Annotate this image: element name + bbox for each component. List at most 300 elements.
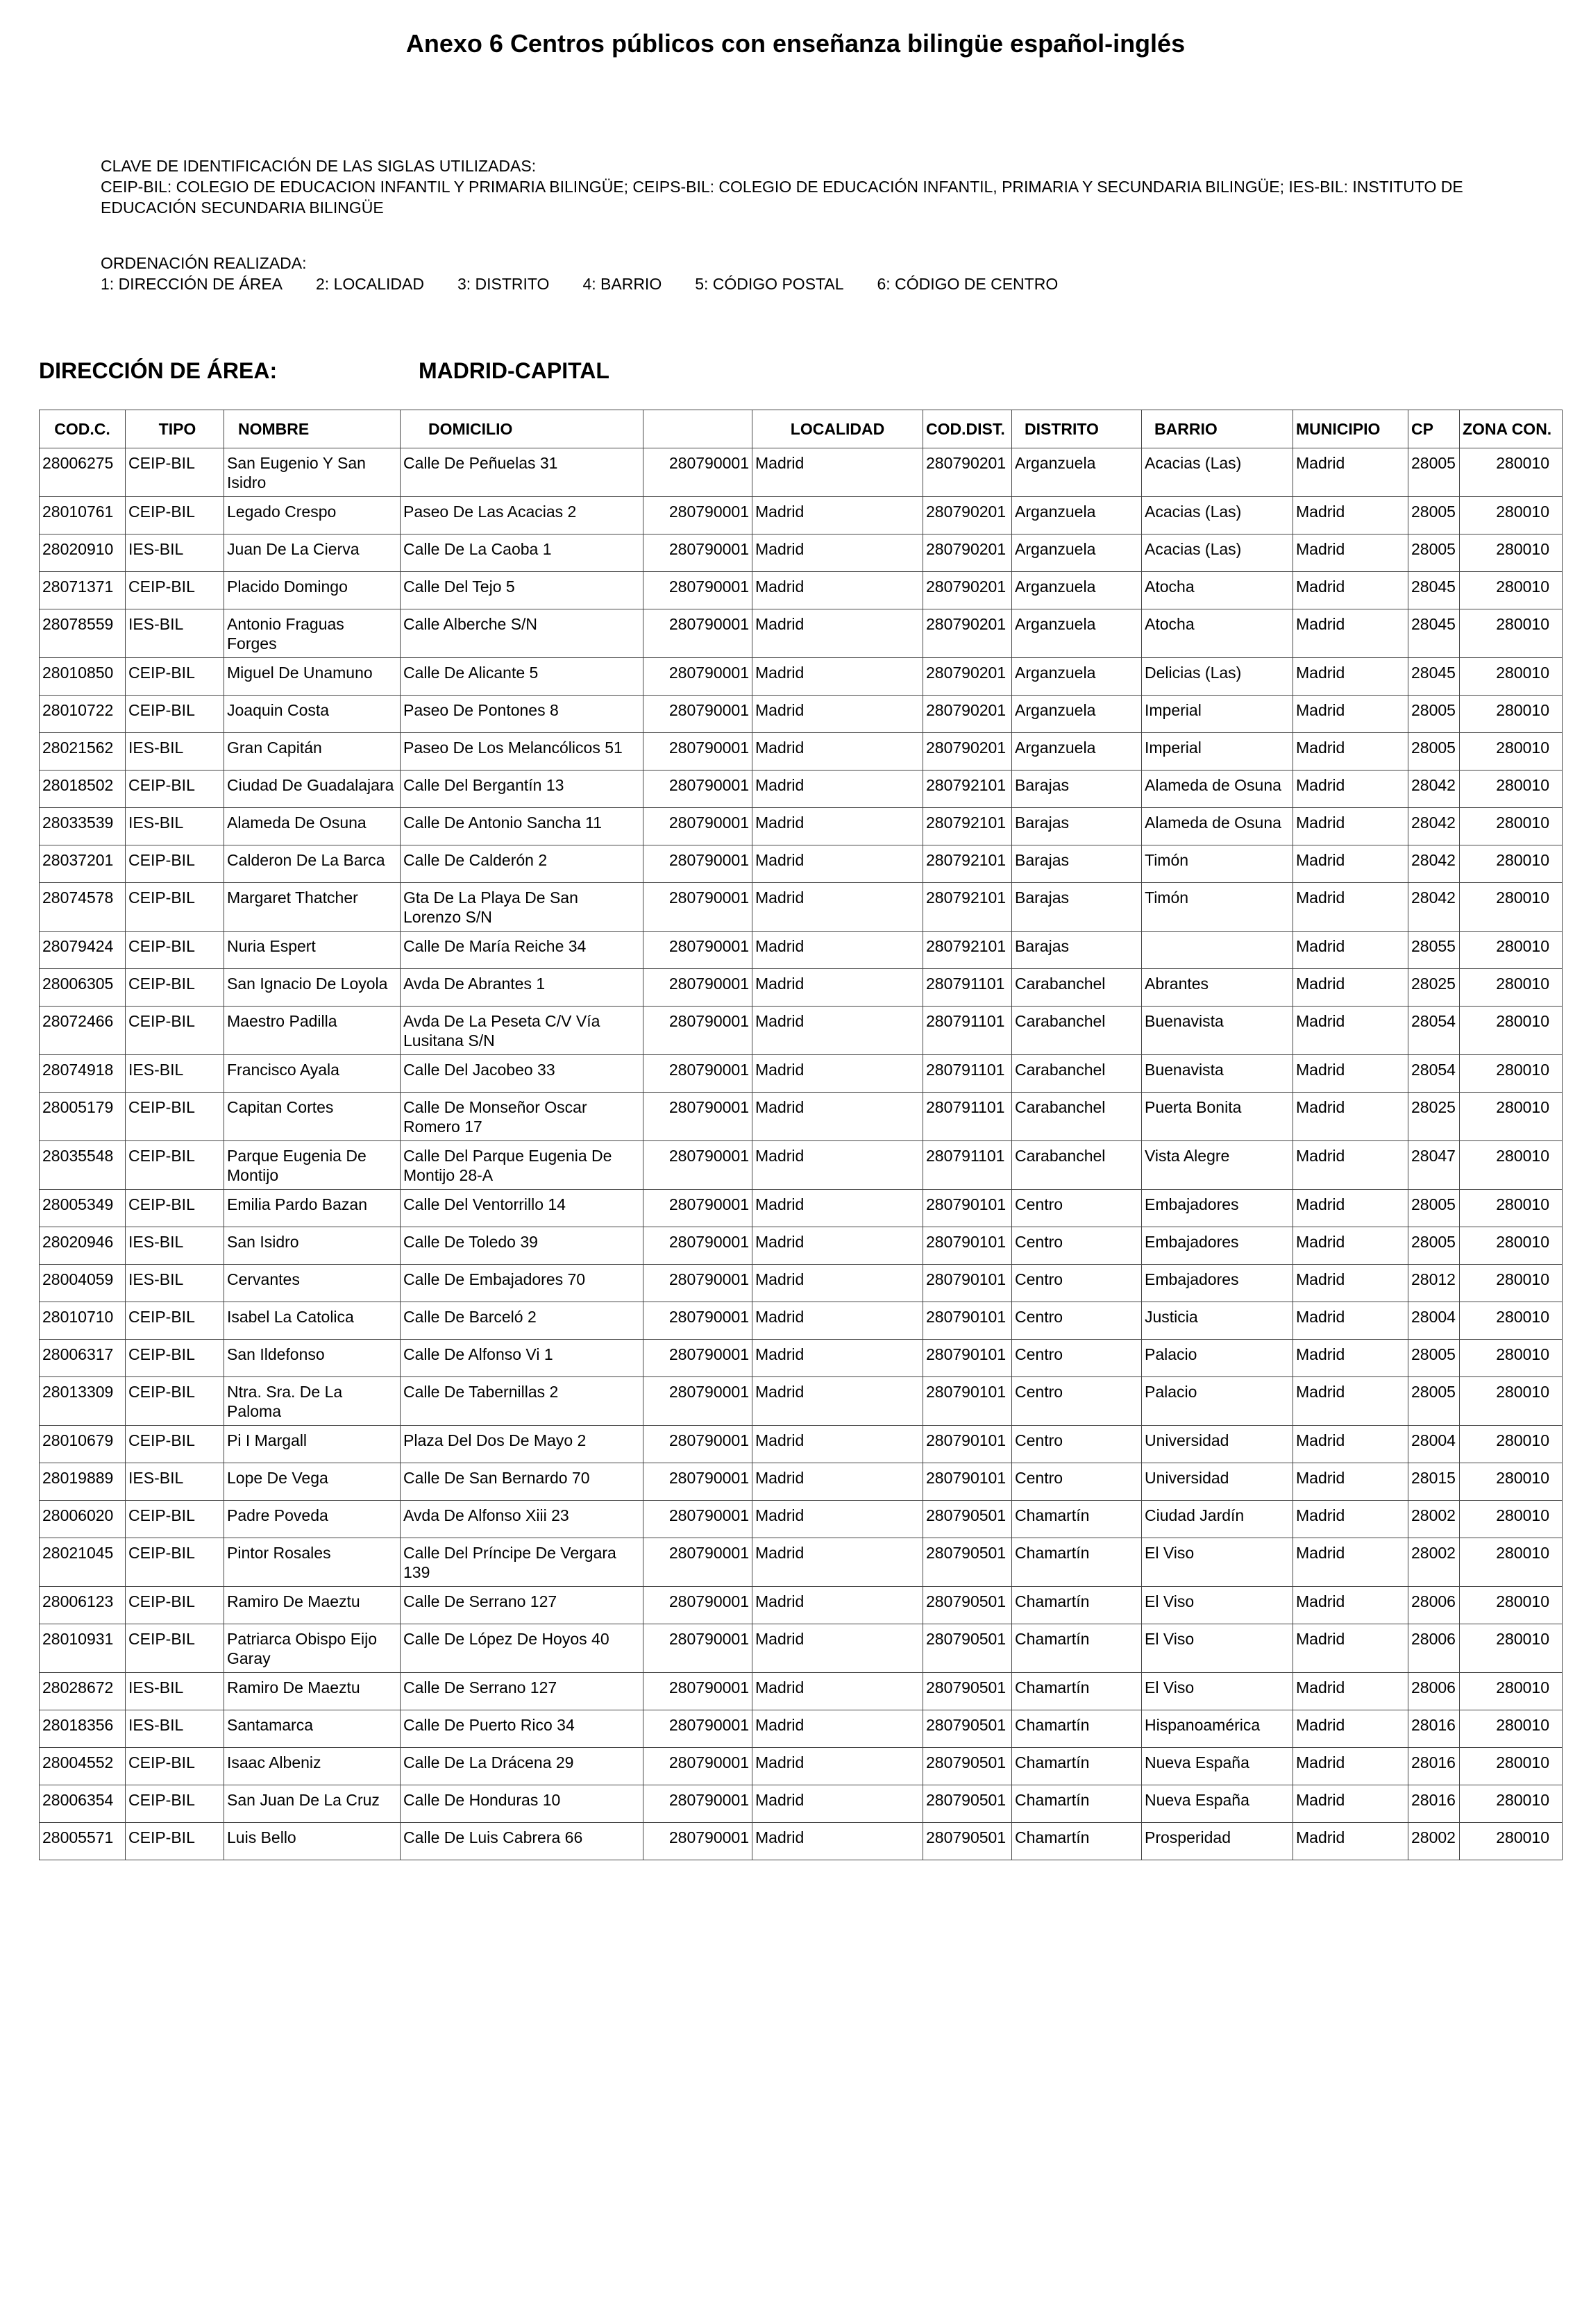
cell-cod-loc: 280790001 (643, 1055, 752, 1093)
cell-cod-loc: 280790001 (643, 448, 752, 497)
cell-cod-c: 28072466 (40, 1007, 126, 1055)
cell-barrio: Timón (1142, 845, 1293, 883)
cell-barrio: Abrantes (1142, 969, 1293, 1007)
cell-cod-loc: 280790001 (643, 845, 752, 883)
cell-barrio: Justicia (1142, 1302, 1293, 1340)
cell-distrito: Chamartín (1012, 1673, 1142, 1710)
table-row (40, 932, 1563, 969)
cell-localidad: Madrid (752, 1624, 923, 1673)
cell-zona-con: 280010 (1460, 771, 1563, 808)
cell-localidad: Madrid (752, 1501, 923, 1538)
cell-cod-loc: 280790001 (643, 1587, 752, 1624)
cell-cp: 28016 (1408, 1748, 1460, 1785)
cell-tipo: CEIP-BIL (126, 1007, 224, 1055)
cell-tipo: IES-BIL (126, 1055, 224, 1093)
cell-cp: 28005 (1408, 1190, 1460, 1227)
cell-barrio: Hispanoamérica (1142, 1710, 1293, 1748)
cell-cod-c: 28013309 (40, 1377, 126, 1426)
ordering (101, 253, 1091, 294)
cell-cod-loc: 280790001 (643, 1823, 752, 1860)
cell-cod-loc: 280790001 (643, 1538, 752, 1587)
cell-nombre: Ramiro De Maeztu (224, 1587, 401, 1624)
cell-cod-loc: 280790001 (643, 1141, 752, 1190)
ordering-item: 5: CÓDIGO POSTAL (695, 275, 844, 293)
cell-municipio: Madrid (1293, 497, 1408, 534)
cell-cp: 28047 (1408, 1141, 1460, 1190)
cell-barrio: Embajadores (1142, 1227, 1293, 1265)
cell-distrito: Arganzuela (1012, 733, 1142, 771)
cell-cod-c: 28035548 (40, 1141, 126, 1190)
cell-localidad: Madrid (752, 1377, 923, 1426)
cell-cod-loc: 280790001 (643, 1377, 752, 1426)
cell-cod-loc: 280790001 (643, 497, 752, 534)
cell-tipo: CEIP-BIL (126, 1624, 224, 1673)
cell-cod-loc: 280790001 (643, 1748, 752, 1785)
cell-municipio: Madrid (1293, 1785, 1408, 1823)
cell-domicilio: Gta De La Playa De San Lorenzo S/N (401, 883, 643, 932)
cell-domicilio: Calle De Serrano 127 (401, 1587, 643, 1624)
cell-localidad: Madrid (752, 1710, 923, 1748)
cell-localidad: Madrid (752, 534, 923, 572)
cell-cod-c: 28010710 (40, 1302, 126, 1340)
cell-cod-c: 28074918 (40, 1055, 126, 1093)
cell-domicilio: Calle De Peñuelas 31 (401, 448, 643, 497)
header-col-nombre: NOMBRE (224, 410, 401, 448)
cell-localidad: Madrid (752, 845, 923, 883)
cell-zona-con: 280010 (1460, 1624, 1563, 1673)
cell-distrito: Chamartín (1012, 1538, 1142, 1587)
cell-municipio: Madrid (1293, 808, 1408, 845)
cell-cod-loc: 280790001 (643, 1302, 752, 1340)
cell-cp: 28042 (1408, 845, 1460, 883)
centers-table (39, 410, 1563, 1860)
cell-cod-dist: 280790501 (923, 1785, 1012, 1823)
cell-domicilio: Calle De La Caoba 1 (401, 534, 643, 572)
cell-localidad: Madrid (752, 771, 923, 808)
cell-zona-con: 280010 (1460, 696, 1563, 733)
cell-localidad: Madrid (752, 658, 923, 696)
cell-tipo: CEIP-BIL (126, 1785, 224, 1823)
cell-cod-dist: 280790101 (923, 1302, 1012, 1340)
cell-barrio: Alameda de Osuna (1142, 771, 1293, 808)
cell-localidad: Madrid (752, 1302, 923, 1340)
cell-cod-loc: 280790001 (643, 1785, 752, 1823)
cell-barrio: El Viso (1142, 1587, 1293, 1624)
cell-tipo: CEIP-BIL (126, 883, 224, 932)
cell-municipio: Madrid (1293, 1426, 1408, 1463)
cell-localidad: Madrid (752, 969, 923, 1007)
table-row (40, 1055, 1563, 1093)
cell-barrio: Embajadores (1142, 1190, 1293, 1227)
cell-cod-dist: 280790501 (923, 1673, 1012, 1710)
cell-cod-dist: 280791101 (923, 1141, 1012, 1190)
cell-nombre: Antonio Fraguas Forges (224, 609, 401, 658)
cell-municipio: Madrid (1293, 1190, 1408, 1227)
cell-nombre: Cervantes (224, 1265, 401, 1302)
table-row (40, 1265, 1563, 1302)
cell-distrito: Arganzuela (1012, 696, 1142, 733)
cell-distrito: Chamartín (1012, 1823, 1142, 1860)
cell-tipo: IES-BIL (126, 1463, 224, 1501)
cell-nombre: San Isidro (224, 1227, 401, 1265)
cell-tipo: CEIP-BIL (126, 845, 224, 883)
cell-distrito: Chamartín (1012, 1624, 1142, 1673)
table-row (40, 658, 1563, 696)
cell-tipo: IES-BIL (126, 609, 224, 658)
cell-zona-con: 280010 (1460, 1141, 1563, 1190)
table-row (40, 1785, 1563, 1823)
cell-localidad: Madrid (752, 1340, 923, 1377)
cell-cp: 28006 (1408, 1673, 1460, 1710)
header-col-municipio: MUNICIPIO (1293, 410, 1408, 448)
cell-cod-loc: 280790001 (643, 572, 752, 609)
cell-zona-con: 280010 (1460, 1055, 1563, 1093)
cell-municipio: Madrid (1293, 1823, 1408, 1860)
cell-localidad: Madrid (752, 1265, 923, 1302)
cell-distrito: Centro (1012, 1463, 1142, 1501)
cell-nombre: Isabel La Catolica (224, 1302, 401, 1340)
cell-nombre: Maestro Padilla (224, 1007, 401, 1055)
cell-tipo: CEIP-BIL (126, 1302, 224, 1340)
cell-municipio: Madrid (1293, 969, 1408, 1007)
cell-localidad: Madrid (752, 696, 923, 733)
cell-cod-dist: 280790501 (923, 1624, 1012, 1673)
cell-nombre: Calderon De La Barca (224, 845, 401, 883)
cell-cod-dist: 280790201 (923, 733, 1012, 771)
cell-cod-c: 28010931 (40, 1624, 126, 1673)
cell-cod-loc: 280790001 (643, 1501, 752, 1538)
cell-distrito: Centro (1012, 1265, 1142, 1302)
cell-tipo: CEIP-BIL (126, 497, 224, 534)
cell-cod-dist: 280790201 (923, 696, 1012, 733)
cell-municipio: Madrid (1293, 1673, 1408, 1710)
cell-cod-dist: 280790101 (923, 1340, 1012, 1377)
table-row (40, 969, 1563, 1007)
cell-municipio: Madrid (1293, 1624, 1408, 1673)
cell-domicilio: Calle De Honduras 10 (401, 1785, 643, 1823)
cell-localidad: Madrid (752, 808, 923, 845)
cell-tipo: IES-BIL (126, 534, 224, 572)
cell-tipo: CEIP-BIL (126, 1748, 224, 1785)
cell-localidad: Madrid (752, 1055, 923, 1093)
cell-cod-loc: 280790001 (643, 1190, 752, 1227)
cell-nombre: Capitan Cortes (224, 1093, 401, 1141)
cell-cod-c: 28028672 (40, 1673, 126, 1710)
cell-tipo: IES-BIL (126, 1673, 224, 1710)
cell-cod-c: 28078559 (40, 609, 126, 658)
cell-distrito: Barajas (1012, 932, 1142, 969)
cell-municipio: Madrid (1293, 845, 1408, 883)
cell-barrio: Embajadores (1142, 1265, 1293, 1302)
cell-nombre: San Ignacio De Loyola (224, 969, 401, 1007)
cell-domicilio: Calle De Alfonso Vi 1 (401, 1340, 643, 1377)
cell-nombre: Ntra. Sra. De La Paloma (224, 1377, 401, 1426)
cell-zona-con: 280010 (1460, 1673, 1563, 1710)
cell-distrito: Carabanchel (1012, 1055, 1142, 1093)
cell-cod-c: 28021045 (40, 1538, 126, 1587)
cell-cod-c: 28006317 (40, 1340, 126, 1377)
cell-localidad: Madrid (752, 448, 923, 497)
cell-localidad: Madrid (752, 1426, 923, 1463)
cell-zona-con: 280010 (1460, 534, 1563, 572)
cell-cod-loc: 280790001 (643, 969, 752, 1007)
cell-nombre: Santamarca (224, 1710, 401, 1748)
cell-cod-c: 28006020 (40, 1501, 126, 1538)
cell-cod-dist: 280790201 (923, 448, 1012, 497)
cell-localidad: Madrid (752, 1673, 923, 1710)
cell-nombre: Gran Capitán (224, 733, 401, 771)
cell-cod-loc: 280790001 (643, 1340, 752, 1377)
cell-municipio: Madrid (1293, 1538, 1408, 1587)
cell-cod-c: 28071371 (40, 572, 126, 609)
cell-cod-loc: 280790001 (643, 808, 752, 845)
cell-municipio: Madrid (1293, 1302, 1408, 1340)
cell-barrio: Puerta Bonita (1142, 1093, 1293, 1141)
cell-cp: 28002 (1408, 1538, 1460, 1587)
cell-nombre: Luis Bello (224, 1823, 401, 1860)
cell-localidad: Madrid (752, 1587, 923, 1624)
cell-distrito: Arganzuela (1012, 534, 1142, 572)
cell-barrio: El Viso (1142, 1624, 1293, 1673)
cell-nombre: Pi I Margall (224, 1426, 401, 1463)
cell-cp: 28042 (1408, 808, 1460, 845)
cell-municipio: Madrid (1293, 534, 1408, 572)
cell-municipio: Madrid (1293, 1265, 1408, 1302)
header-col-tipo: TIPO (126, 410, 224, 448)
cell-zona-con: 280010 (1460, 1227, 1563, 1265)
cell-domicilio: Avda De Abrantes 1 (401, 969, 643, 1007)
table-row (40, 1340, 1563, 1377)
cell-cod-c: 28004552 (40, 1748, 126, 1785)
cell-cp: 28042 (1408, 771, 1460, 808)
cell-localidad: Madrid (752, 1785, 923, 1823)
cell-cod-loc: 280790001 (643, 1710, 752, 1748)
cell-zona-con: 280010 (1460, 1340, 1563, 1377)
table-row (40, 1426, 1563, 1463)
cell-cod-loc: 280790001 (643, 733, 752, 771)
cell-nombre: Placido Domingo (224, 572, 401, 609)
cell-domicilio: Paseo De Los Melancólicos 51 (401, 733, 643, 771)
cell-municipio: Madrid (1293, 883, 1408, 932)
table-row (40, 1501, 1563, 1538)
cell-cod-c: 28005571 (40, 1823, 126, 1860)
cell-localidad: Madrid (752, 1463, 923, 1501)
table-row (40, 1302, 1563, 1340)
cell-cod-dist: 280790501 (923, 1748, 1012, 1785)
cell-cp: 28045 (1408, 572, 1460, 609)
cell-zona-con: 280010 (1460, 572, 1563, 609)
legend-heading: CLAVE DE IDENTIFICACIÓN DE LAS SIGLAS UTILIZADAS: (101, 157, 537, 175)
cell-cod-c: 28006275 (40, 448, 126, 497)
cell-tipo: CEIP-BIL (126, 1823, 224, 1860)
cell-cp: 28004 (1408, 1302, 1460, 1340)
cell-domicilio: Calle De Barceló 2 (401, 1302, 643, 1340)
cell-localidad: Madrid (752, 609, 923, 658)
cell-cod-c: 28021562 (40, 733, 126, 771)
cell-zona-con: 280010 (1460, 1265, 1563, 1302)
cell-domicilio: Avda De La Peseta C/V Vía Lusitana S/N (401, 1007, 643, 1055)
cell-barrio: Vista Alegre (1142, 1141, 1293, 1190)
cell-cp: 28045 (1408, 658, 1460, 696)
cell-zona-con: 280010 (1460, 1302, 1563, 1340)
cell-localidad: Madrid (752, 733, 923, 771)
cell-barrio: Delicias (Las) (1142, 658, 1293, 696)
cell-distrito: Carabanchel (1012, 1007, 1142, 1055)
cell-municipio: Madrid (1293, 1463, 1408, 1501)
cell-cod-loc: 280790001 (643, 771, 752, 808)
cell-barrio: Acacias (Las) (1142, 497, 1293, 534)
cell-municipio: Madrid (1293, 609, 1408, 658)
header-col-barrio: BARRIO (1142, 410, 1293, 448)
cell-cod-c: 28010850 (40, 658, 126, 696)
cell-tipo: CEIP-BIL (126, 1190, 224, 1227)
cell-cp: 28015 (1408, 1463, 1460, 1501)
table-row (40, 1748, 1563, 1785)
header-col-cod-c: COD.C. (40, 410, 126, 448)
cell-localidad: Madrid (752, 1141, 923, 1190)
table-row (40, 1093, 1563, 1141)
cell-cod-dist: 280790101 (923, 1190, 1012, 1227)
cell-domicilio: Calle Del Jacobeo 33 (401, 1055, 643, 1093)
cell-cod-dist: 280792101 (923, 771, 1012, 808)
cell-localidad: Madrid (752, 572, 923, 609)
cell-domicilio: Calle De Luis Cabrera 66 (401, 1823, 643, 1860)
cell-nombre: Nuria Espert (224, 932, 401, 969)
cell-cp: 28025 (1408, 969, 1460, 1007)
cell-cod-loc: 280790001 (643, 1227, 752, 1265)
header-col-cod-dist: COD.DIST. (923, 410, 1012, 448)
cell-cod-c: 28005179 (40, 1093, 126, 1141)
cell-distrito: Chamartín (1012, 1501, 1142, 1538)
cell-cod-dist: 280790101 (923, 1463, 1012, 1501)
cell-domicilio: Calle Del Príncipe De Vergara 139 (401, 1538, 643, 1587)
cell-domicilio: Calle De Tabernillas 2 (401, 1377, 643, 1426)
cell-barrio: Acacias (Las) (1142, 448, 1293, 497)
cell-nombre: Joaquin Costa (224, 696, 401, 733)
cell-tipo: CEIP-BIL (126, 448, 224, 497)
cell-barrio: Palacio (1142, 1340, 1293, 1377)
cell-distrito: Carabanchel (1012, 969, 1142, 1007)
cell-cod-dist: 280792101 (923, 932, 1012, 969)
cell-zona-con: 280010 (1460, 1587, 1563, 1624)
table-row (40, 1190, 1563, 1227)
cell-cod-c: 28020910 (40, 534, 126, 572)
cell-domicilio: Plaza Del Dos De Mayo 2 (401, 1426, 643, 1463)
cell-barrio: Universidad (1142, 1426, 1293, 1463)
cell-tipo: CEIP-BIL (126, 1141, 224, 1190)
cell-barrio: Nueva España (1142, 1785, 1293, 1823)
cell-cp: 28006 (1408, 1624, 1460, 1673)
cell-barrio: Acacias (Las) (1142, 534, 1293, 572)
cell-barrio: El Viso (1142, 1673, 1293, 1710)
cell-nombre: San Juan De La Cruz (224, 1785, 401, 1823)
cell-municipio: Madrid (1293, 658, 1408, 696)
table-row (40, 448, 1563, 497)
cell-cod-loc: 280790001 (643, 1426, 752, 1463)
cell-domicilio: Calle Del Bergantín 13 (401, 771, 643, 808)
cell-cod-c: 28018356 (40, 1710, 126, 1748)
table-row (40, 1538, 1563, 1587)
cell-cp: 28002 (1408, 1823, 1460, 1860)
page-title: Anexo 6 Centros públicos con enseñanza bilingüe español-inglés (405, 29, 1186, 58)
cell-domicilio: Calle De San Bernardo 70 (401, 1463, 643, 1501)
cell-localidad: Madrid (752, 1823, 923, 1860)
cell-cod-dist: 280792101 (923, 808, 1012, 845)
cell-distrito: Chamartín (1012, 1748, 1142, 1785)
ordering-item: 6: CÓDIGO DE CENTRO (877, 275, 1059, 293)
cell-cod-loc: 280790001 (643, 534, 752, 572)
cell-cod-dist: 280790201 (923, 497, 1012, 534)
cell-cod-dist: 280791101 (923, 1093, 1012, 1141)
cell-nombre: Ramiro De Maeztu (224, 1673, 401, 1710)
cell-cod-c: 28010761 (40, 497, 126, 534)
cell-cod-loc: 280790001 (643, 1463, 752, 1501)
cell-cp: 28045 (1408, 609, 1460, 658)
cell-zona-con: 280010 (1460, 1007, 1563, 1055)
cell-municipio: Madrid (1293, 1055, 1408, 1093)
cell-cod-dist: 280790201 (923, 572, 1012, 609)
cell-distrito: Centro (1012, 1340, 1142, 1377)
header-col-localidad: LOCALIDAD (752, 410, 923, 448)
cell-cp: 28005 (1408, 1227, 1460, 1265)
table-row (40, 1673, 1563, 1710)
cell-nombre: Miguel De Unamuno (224, 658, 401, 696)
cell-zona-con: 280010 (1460, 1538, 1563, 1587)
table-row (40, 808, 1563, 845)
cell-municipio: Madrid (1293, 1710, 1408, 1748)
cell-cod-loc: 280790001 (643, 1673, 752, 1710)
cell-cod-c: 28006305 (40, 969, 126, 1007)
table-row (40, 1624, 1563, 1673)
cell-cod-c: 28010722 (40, 696, 126, 733)
table-row (40, 1710, 1563, 1748)
cell-municipio: Madrid (1293, 771, 1408, 808)
cell-domicilio: Calle De María Reiche 34 (401, 932, 643, 969)
cell-cp: 28006 (1408, 1587, 1460, 1624)
cell-distrito: Arganzuela (1012, 572, 1142, 609)
table-row (40, 1227, 1563, 1265)
cell-zona-con: 280010 (1460, 932, 1563, 969)
cell-municipio: Madrid (1293, 448, 1408, 497)
table-row (40, 1463, 1563, 1501)
cell-cp: 28005 (1408, 696, 1460, 733)
cell-cod-loc: 280790001 (643, 1093, 752, 1141)
cell-localidad: Madrid (752, 1538, 923, 1587)
cell-tipo: IES-BIL (126, 1265, 224, 1302)
cell-nombre: Pintor Rosales (224, 1538, 401, 1587)
ordering-item: 2: LOCALIDAD (316, 275, 424, 293)
legend-text: CEIP-BIL: COLEGIO DE EDUCACION INFANTIL Y PRIMARIA BILINGÜE; CEIPS-BIL: COLEGIO DE EDUCACIÓN INFANTIL, PRIMARIA Y SECUNDARIA BILINGÜE; IES-BIL: INSTITUTO DE EDUCACIÓN SECUNDARIA BILINGÜE (101, 178, 1463, 217)
cell-barrio: Prosperidad (1142, 1823, 1293, 1860)
cell-domicilio: Calle De López De Hoyos 40 (401, 1624, 643, 1673)
cell-cp: 28005 (1408, 1377, 1460, 1426)
cell-distrito: Carabanchel (1012, 1141, 1142, 1190)
cell-nombre: Legado Crespo (224, 497, 401, 534)
cell-distrito: Chamartín (1012, 1710, 1142, 1748)
table-row (40, 696, 1563, 733)
cell-cp: 28054 (1408, 1055, 1460, 1093)
cell-cod-dist: 280791101 (923, 1055, 1012, 1093)
cell-zona-con: 280010 (1460, 1377, 1563, 1426)
cell-nombre: Ciudad De Guadalajara (224, 771, 401, 808)
cell-domicilio: Calle De Monseñor Oscar Romero 17 (401, 1093, 643, 1141)
cell-barrio: Atocha (1142, 572, 1293, 609)
table-row (40, 609, 1563, 658)
cell-barrio: Imperial (1142, 696, 1293, 733)
header-col-zona-con: ZONA CON. (1460, 410, 1563, 448)
cell-nombre: Padre Poveda (224, 1501, 401, 1538)
cell-zona-con: 280010 (1460, 497, 1563, 534)
